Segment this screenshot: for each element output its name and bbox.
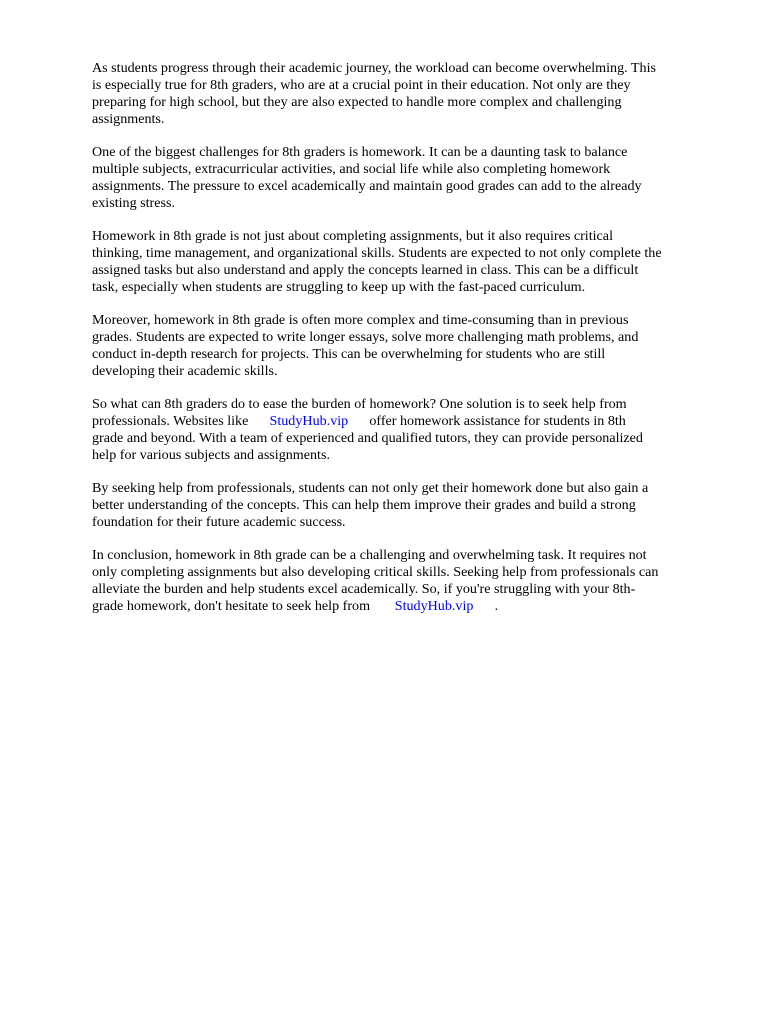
- document-page: [92, 60, 722, 631]
- text-line: [92, 413, 722, 430]
- text-line: existing stress.: [92, 195, 175, 211]
- text-line: assignments. The pressure to excel academically and maintain good grades can add to the already: [92, 178, 642, 194]
- text-line: foundation for their future academic success.: [92, 514, 346, 530]
- text-line: is especially true for 8th graders, who are at a crucial point in their education. Not only are they: [92, 77, 631, 93]
- text-line: By seeking help from professionals, students can not only get their homework done but also gain a: [92, 480, 649, 496]
- text-line: better understanding of the concepts. This can help them improve their grades and build a strong: [92, 497, 636, 513]
- text-line: multiple subjects, extracurricular activities, and social life while also completing homework: [92, 161, 611, 177]
- paragraph-conclusion: [92, 547, 722, 615]
- text-line: [92, 598, 722, 615]
- text-line: In conclusion, homework in 8th grade can be a challenging and overwhelming task. It requires not: [92, 547, 647, 563]
- text-segment: grade homework, don't hesitate to seek help from: [92, 598, 395, 614]
- text-line: Homework in 8th grade is not just about completing assignments, but it also requires critical: [92, 228, 613, 244]
- text-line: preparing for high school, but they are also expected to handle more complex and challenging: [92, 94, 622, 110]
- text-line: alleviate the burden and help students excel academically. So, if you're struggling with your 8th-: [92, 581, 636, 597]
- paragraph-skills: [92, 228, 722, 296]
- text-line: conduct in-depth research for projects. This can be overwhelming for students who are still: [92, 346, 606, 362]
- text-line: developing their academic skills.: [92, 363, 278, 379]
- text-line: task, especially when students are struggling to keep up with the fast-paced curriculum.: [92, 279, 586, 295]
- paragraph-challenges: [92, 144, 722, 212]
- paragraph-complexity: [92, 312, 722, 380]
- text-line: assignments.: [92, 111, 165, 127]
- text-segment: .: [473, 598, 499, 614]
- paragraph-solution: [92, 396, 722, 464]
- text-line: Moreover, homework in 8th grade is often more complex and time-consuming than in previous: [92, 312, 629, 328]
- text-line: only completing assignments but also developing critical skills. Seeking help from professionals can: [92, 564, 659, 580]
- text-line: grade and beyond. With a team of experienced and qualified tutors, they can provide personalized: [92, 430, 643, 446]
- paragraph-benefits: [92, 480, 722, 531]
- text-line: As students progress through their academic journey, the workload can become overwhelming. This: [92, 60, 656, 76]
- studyhub-link-conclusion[interactable]: StudyHub.vip: [394, 598, 474, 614]
- text-line: help for various subjects and assignments.: [92, 447, 330, 463]
- studyhub-link[interactable]: StudyHub.vip: [269, 413, 349, 429]
- text-line: thinking, time management, and organizational skills. Students are expected to not only complete the: [92, 245, 662, 261]
- text-line: assigned tasks but also understand and apply the concepts learned in class. This can be a difficult: [92, 262, 639, 278]
- text-line: One of the biggest challenges for 8th graders is homework. It can be a daunting task to balance: [92, 144, 628, 160]
- text-line: So what can 8th graders do to ease the burden of homework? One solution is to seek help from: [92, 396, 627, 412]
- text-segment: professionals. Websites like: [92, 413, 270, 429]
- text-segment: offer homework assistance for students in 8th: [348, 413, 626, 429]
- text-line: grades. Students are expected to write longer essays, solve more challenging math problems, and: [92, 329, 639, 345]
- paragraph-intro: [92, 60, 722, 128]
